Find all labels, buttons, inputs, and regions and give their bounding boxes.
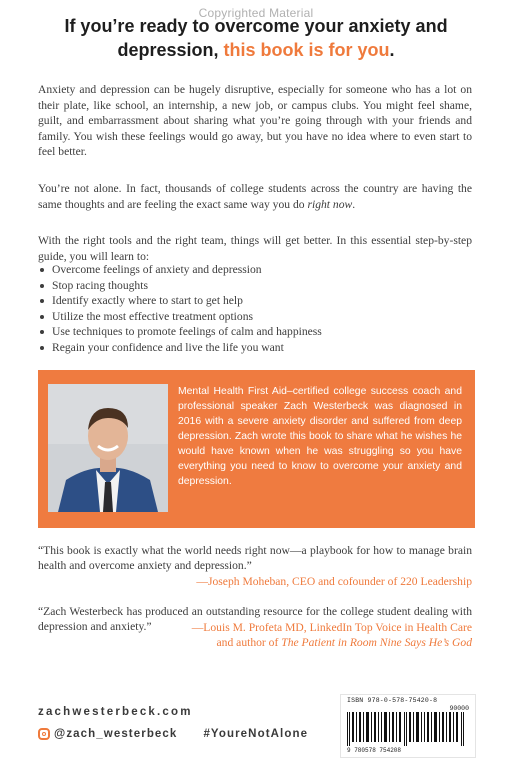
attribution-line: —Louis M. Profeta MD, LinkedIn Top Voice in Health Care	[191, 621, 472, 634]
list-item	[38, 293, 472, 309]
list-item	[38, 309, 472, 325]
list-item-text: Overcome feelings of anxiety and depression	[52, 263, 262, 276]
author-website: zachwesterbeck.com	[38, 706, 193, 718]
headline-end: .	[389, 40, 395, 60]
attribution-line	[192, 635, 472, 650]
bullet-dot-icon	[40, 315, 44, 319]
copyright-watermark: Copyrighted Material	[198, 6, 314, 20]
barcode-number: 9 780578 754208	[347, 747, 402, 754]
author-bio-text: Mental Health First Aid–certified college success coach and professional speaker Zach Westerbeck was diagnosed in 2016 with a severe anxiety disorder and suffered from deep depression. Zach wrote this book to share what he wishes he would have known when he was struggling so you have everything you need to know to overcome your anxiety and depression.	[178, 386, 462, 487]
social-line	[38, 728, 338, 740]
headline	[20, 14, 492, 62]
guide-paragraph: With the right tools and the right team, things will get better. In this essential step-by-step guide, you will learn to:	[38, 234, 472, 263]
testimonial-quote: “Zach Westerbeck has produced an outstanding resource for the college student dealing with depression and anxiety.”	[38, 605, 472, 634]
bullet-dot-icon	[40, 299, 44, 303]
list-item	[38, 324, 472, 340]
list-item-text: Stop racing thoughts	[52, 278, 148, 292]
right-now-emphasis: right now	[307, 197, 353, 211]
learn-list	[38, 262, 472, 356]
bullet-dot-icon	[40, 346, 44, 350]
author-photo	[48, 384, 168, 512]
testimonial-quote: “This book is exactly what the world needs right now—a playbook for how to manage brain health and overcome anxiety and depression.”	[38, 544, 472, 573]
testimonial-attribution: —Joseph Moheban, CEO and cofounder of 220 Leadership	[196, 575, 472, 588]
not-alone-paragraph	[38, 181, 472, 212]
bullet-dot-icon	[40, 330, 44, 334]
price-code: 90000	[449, 705, 469, 712]
social-handle: @zach_westerbeck	[54, 728, 178, 740]
intro-paragraph: Anxiety and depression can be hugely disruptive, especially for someone who has a lot on their plate, like school, an internship, a new job, or campus clubs. You might feel shame, guilt, and embarrassment about sharing what you’re going through with your friends and family. You wish these feelings would go away, but you have no idea where to even start to feel better.	[38, 83, 472, 159]
book-title: The Patient in Room Nine Says He’s God	[281, 636, 472, 650]
list-item-text: Identify exactly where to start to get help	[52, 294, 243, 308]
headline-accent: this book is for you	[223, 40, 390, 60]
list-item-text: Utilize the most effective treatment options	[52, 309, 254, 323]
not-alone-text: You’re not alone. In fact, thousands of college students across the country are having the same thoughts and are feeling the exact same way you do	[38, 182, 472, 211]
author-bio-box	[38, 370, 475, 528]
instagram-icon	[38, 728, 50, 740]
attribution-prefix: and author of	[216, 636, 282, 650]
list-item-text: Use techniques to promote feelings of calm and happiness	[52, 325, 322, 339]
hashtag: #YoureNotAlone	[203, 728, 309, 740]
list-item	[38, 340, 472, 356]
testimonial-attribution	[192, 620, 472, 651]
list-item-text: Regain your confidence and live the life you want	[52, 340, 284, 354]
bullet-dot-icon	[40, 268, 44, 272]
list-item	[38, 262, 472, 278]
isbn-barcode	[340, 694, 476, 758]
barcode-bars	[347, 712, 469, 746]
isbn-text: ISBN 978-0-578-75420-8	[347, 697, 438, 704]
headline-text: If you’re ready to overcome your anxiety and depression,	[64, 16, 448, 60]
list-item	[38, 278, 472, 294]
bullet-dot-icon	[40, 284, 44, 288]
not-alone-end: .	[352, 197, 356, 211]
